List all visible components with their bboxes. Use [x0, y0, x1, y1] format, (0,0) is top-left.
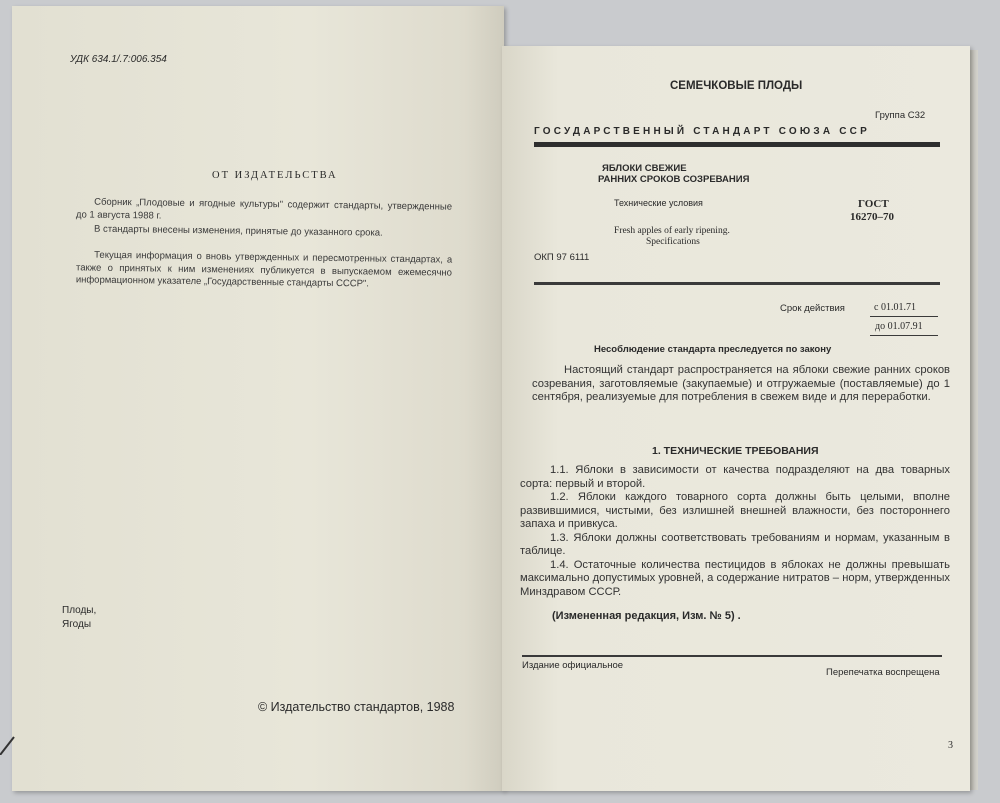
standard-title: ЯБЛОКИ СВЕЖИЕ: [602, 163, 687, 174]
reprint-prohibited: Перепечатка воспрещена: [826, 667, 940, 678]
state-standard-heading: ГОСУДАРСТВЕННЫЙ СТАНДАРТ СОЮЗА ССР: [534, 126, 870, 137]
list-item: 1.1. Яблоки в зависимости от качества подразделяют на два товарных сорта: первый и второй.: [520, 464, 950, 490]
publisher-paragraph-1: Сборник „Плодовые и ягодные культуры" содержит стандарты, утвержденные до 1 августа 1988 г.: [75, 196, 453, 222]
heading-rule: [534, 142, 940, 147]
validity-label: Срок действия: [780, 303, 845, 314]
amendment-note: (Измененная редакция, Изм. № 5) .: [552, 610, 741, 622]
footer-rule: [522, 655, 942, 657]
okp-code: ОКП 97 6111: [534, 252, 590, 263]
page-edge: [970, 50, 978, 790]
official-edition: Издание официальное: [522, 660, 624, 671]
section-heading: 1. ТЕХНИЧЕСКИЕ ТРЕБОВАНИЯ: [652, 445, 819, 457]
technical-conditions: Технические условия: [614, 198, 703, 208]
page-number: 3: [948, 740, 953, 751]
list-item: 1.2. Яблоки каждого товарного сорта должны быть целыми, вполне развившимися, чистыми, без излишней внешней влажности, без постороннего запаха и привкуса.: [520, 491, 950, 530]
publisher-note-title: ОТ ИЗДАТЕЛЬСТВА: [212, 170, 338, 181]
list-item: 1.4. Остаточные количества пестицидов в яблоках не должны превышать максимально допустимых уровней, а содержание нитратов – норм, утвержденных Минздравом СССР.: [520, 558, 950, 598]
validity-rule-1: [870, 316, 938, 317]
title-block-rule: [534, 282, 940, 285]
udk-code: УДК 634.1/.7:006.354: [70, 54, 167, 65]
publisher-paragraph-2: В стандарты внесены изменения, принятые до указанного срока.: [93, 223, 383, 239]
publisher-paragraph-3: Текущая информация о вновь утвержденных и пересмотренных стандартах, а также о принятых к ним изменениях публикуется в выпускаемом ежемесячно информационном указателе „Государственные стандарты СССР".: [75, 249, 453, 290]
requirements-list: [520, 464, 950, 599]
left-page: [12, 6, 504, 791]
validity-rule-2: [870, 335, 938, 336]
intro-paragraph: Настоящий стандарт распространяется на яблоки свежие ранних сроков созревания, заготовляемые (закупаемые) и отгружаемые (поставляемые) до 1 сентября, реализуемые для потребления в свежем виде и для переработки.: [532, 364, 950, 403]
legal-warning: Несоблюдение стандарта преследуется по закону: [594, 344, 832, 355]
english-title: Fresh apples of early ripening.: [614, 226, 730, 236]
section-label: Плоды, Ягоды: [62, 605, 97, 630]
list-item: 1.3. Яблоки должны соответствовать требованиям и нормам, указанным в таблице.: [520, 531, 950, 557]
standard-subtitle: РАННИХ СРОКОВ СОЗРЕВАНИЯ: [598, 174, 750, 185]
gost-number: 16270–70: [850, 211, 894, 223]
right-page: [502, 46, 970, 791]
english-subtitle: Specifications: [646, 237, 700, 247]
copyright: © Издательство стандартов, 1988: [258, 700, 455, 714]
valid-to: до 01.07.91: [875, 321, 923, 332]
valid-from: с 01.01.71: [874, 302, 916, 313]
gost-label: ГОСТ: [858, 198, 889, 210]
pen-tip-icon: [0, 735, 16, 755]
page-header-title: СЕМЕЧКОВЫЕ ПЛОДЫ: [670, 80, 803, 92]
group-code: Группа С32: [875, 110, 926, 121]
